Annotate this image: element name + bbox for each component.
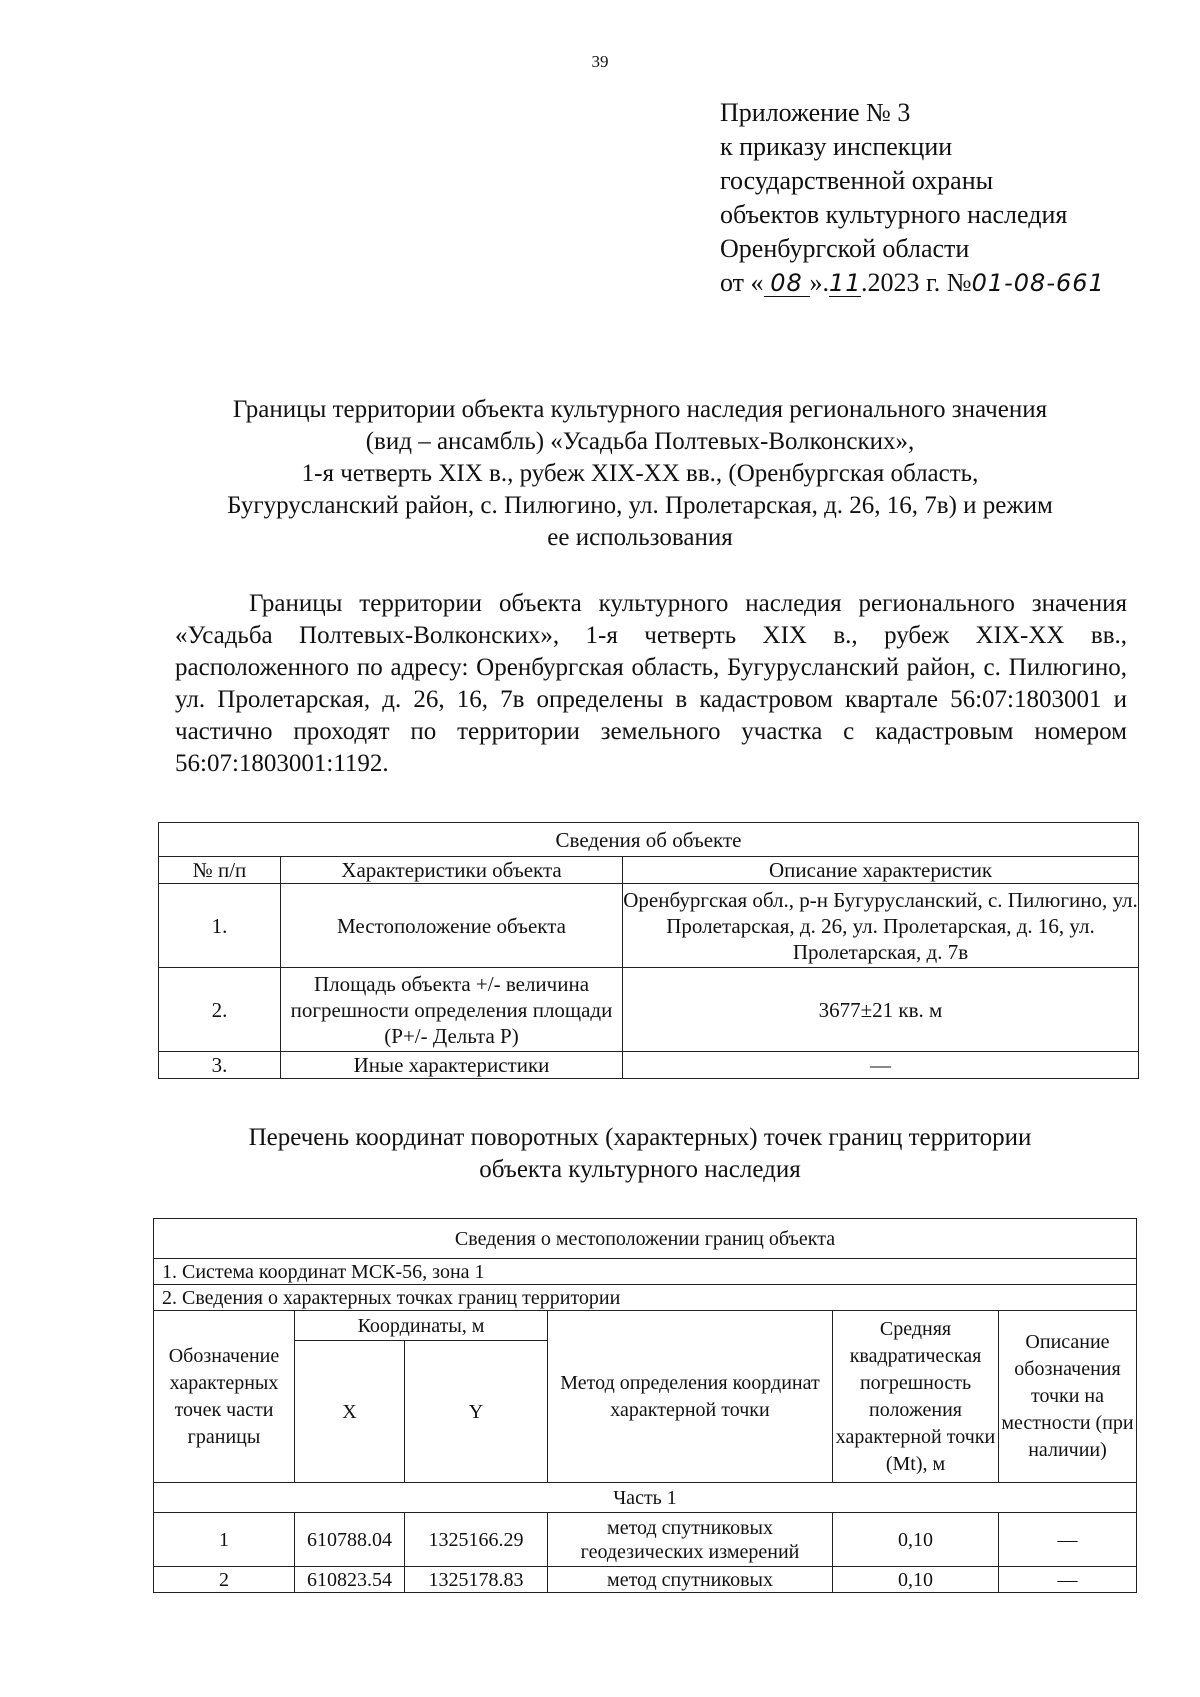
point-y: 1325166.29 [405, 1513, 548, 1567]
title-line: объекта культурного наследия [479, 1156, 801, 1183]
point-x: 610823.54 [295, 1567, 405, 1593]
table-row [154, 1513, 1137, 1567]
point-number: 1 [154, 1513, 295, 1567]
point-method: метод спутниковых геодезических измерений [548, 1513, 833, 1567]
row-description: 3677±21 кв. м [623, 968, 1139, 1052]
table-row [154, 1567, 1137, 1593]
row-characteristic: Площадь объекта +/- величина погрешности определения площади (Р+/- Дельта Р) [281, 968, 623, 1052]
point-method: метод спутниковых [548, 1567, 833, 1593]
column-header-method: Метод определения координат характерной точки [548, 1311, 833, 1483]
column-header-y: Y [405, 1341, 548, 1483]
column-header-x: X [295, 1341, 405, 1483]
title-line: 1-я четверть XIX в., рубеж XIX-XX вв., (Оренбургская область, [301, 460, 979, 487]
title-line: Границы территории объекта культурного наследия регионального значения [232, 396, 1048, 423]
appendix-title: Приложение № 3 [720, 98, 911, 127]
title-line: ее использования [547, 524, 733, 551]
column-header-designation: Обозначение характерных точек части границы [154, 1311, 295, 1483]
coordinate-system-row: 1. Система координат МСК-56, зона 1 [154, 1259, 1137, 1285]
coords-table-caption: Сведения о местоположении границ объекта [154, 1219, 1137, 1259]
appendix-line: Оренбургской области [720, 234, 970, 263]
part-label-row: Часть 1 [154, 1483, 1137, 1513]
appendix-line: объектов культурного наследия [720, 200, 1068, 229]
title-line: (вид – ансамбль) «Усадьба Полтевых-Волконских», [365, 428, 915, 455]
row-number: 1. [159, 884, 281, 968]
table-row [159, 884, 1139, 968]
point-error: 0,10 [833, 1513, 999, 1567]
date-prefix: от « [720, 268, 764, 297]
appendix-line: к приказу инспекции [720, 132, 953, 161]
point-number: 2 [154, 1567, 295, 1593]
row-number: 3. [159, 1052, 281, 1079]
appendix-line: государственной охраны [720, 166, 994, 195]
column-header-characteristic: Характеристики объекта [281, 857, 623, 884]
column-header-coordinates: Координаты, м [295, 1311, 548, 1341]
object-table-caption: Сведения об объекте [159, 823, 1139, 857]
boundary-description-paragraph: Границы территории объекта культурного наследия регионального значения «Усадьба Полтевых-Волконских», 1-я четверть XIX в., рубеж XIX-XX вв., расположенного по адресу: Оренбургская область, Бугурусланский район, с. Пилюгино, ул. Пролетарская, д. 26, 16, 7в определены в кадастровом квартале 56:07:1803001 и частично проходят по территории земельного участка с кадастровым номером 56:07:1803001:1192. [175, 590, 1127, 777]
column-header-number: № п/п [159, 857, 281, 884]
table-row [159, 968, 1139, 1052]
point-description: — [999, 1567, 1137, 1593]
date-suffix: .2023 г. № [861, 268, 972, 297]
point-error: 0,10 [833, 1567, 999, 1593]
row-characteristic: Местоположение объекта [281, 884, 623, 968]
object-info-table [158, 822, 1139, 1079]
point-x: 610788.04 [295, 1513, 405, 1567]
row-characteristic: Иные характеристики [281, 1052, 623, 1079]
title-line: Перечень координат поворотных (характерных) точек границ территории [248, 1124, 1032, 1151]
point-y: 1325178.83 [405, 1567, 548, 1593]
handwritten-order-number: 01-08-661 [971, 269, 1105, 297]
appendix-date-line [720, 266, 1105, 300]
appendix-header [720, 96, 1105, 300]
row-number: 2. [159, 968, 281, 1052]
page-number: 39 [591, 52, 609, 71]
row-description: Оренбургская обл., р-н Бугурусланский, с. Пилюгино, ул. Пролетарская, д. 26, ул. Пролетарская, д. 16, ул. Пролетарская, д. 7в [623, 884, 1139, 968]
handwritten-day: 08 [764, 270, 810, 297]
coordinates-list-title [150, 1122, 1130, 1186]
column-header-description: Описание характеристик [623, 857, 1139, 884]
title-line: Бугурусланский район, с. Пилюгино, ул. Пролетарская, д. 26, 16, 7в) и режим [227, 492, 1053, 519]
document-title [150, 394, 1130, 554]
row-description: — [623, 1052, 1139, 1079]
handwritten-month: 11 [829, 269, 862, 297]
date-mid: ». [809, 268, 830, 297]
points-info-row: 2. Сведения о характерных точках границ территории [154, 1285, 1137, 1311]
coordinates-table [153, 1218, 1137, 1593]
column-header-point-description: Описание обозначения точки на местности (при наличии) [999, 1311, 1137, 1483]
point-description: — [999, 1513, 1137, 1567]
column-header-error: Средняя квадратическая погрешность положения характерной точки (Mt), м [833, 1311, 999, 1483]
table-row [159, 1052, 1139, 1079]
